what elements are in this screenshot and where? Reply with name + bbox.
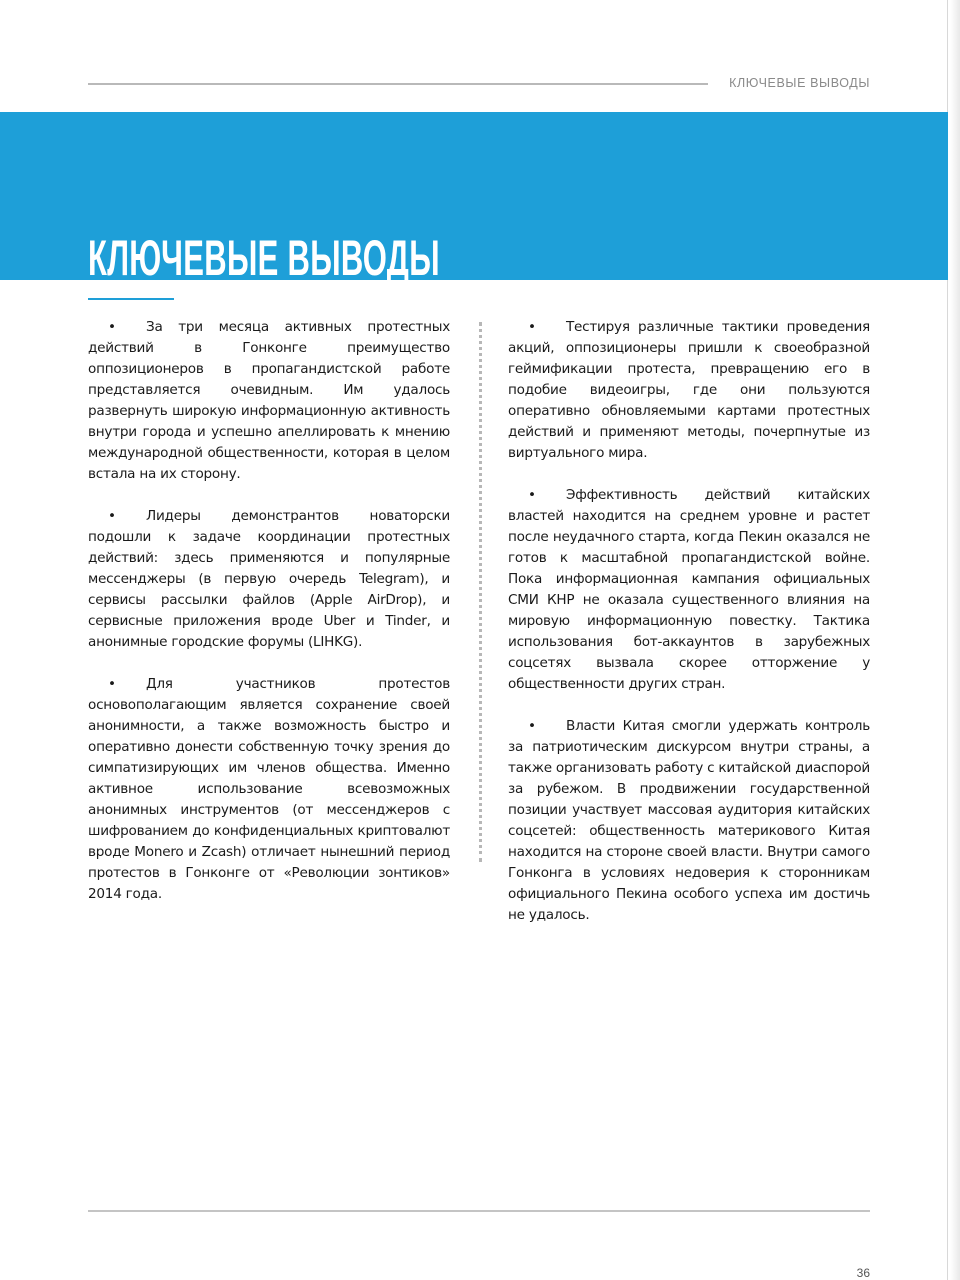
bullet-marker: •	[108, 508, 116, 524]
paragraph-text: Лидеры демонстрантов новаторски подошли к задаче координации протестных действий: здесь применяются и популярные мессенджеры (в первую очередь Telegram), и сервисы рассылки файлов (Apple AirDrop), и сервисные приложения вроде Uber и Tinder, и анонимные городские форумы (LIHKG).	[88, 508, 450, 650]
paragraph-text: Для участников протестов основополагающим является сохранение своей анонимности, а также возможность быстро и оперативно донести собственную точку зрения до симпатизирующих им членов общества. Именно активное использование всевозможных анонимных инструментов (от мессенджеров с шифрованием до конфиденциальных криптовалют вроде Monero и Zcash) отличает нынешний период протестов в Гонконге от «Революции зонтиков» 2014 года.	[88, 676, 450, 902]
bullet-marker: •	[108, 319, 116, 335]
running-header: КЛЮЧЕВЫЕ ВЫВОДЫ	[729, 76, 870, 90]
title-underline	[88, 298, 174, 300]
bullet-paragraph	[88, 674, 450, 905]
paragraph-text: За три месяца активных протестных действий в Гонконге преимущество оппозиционеров в пропагандистской работе представляется очевидным. Им удалось развернуть широкую информационную активность внутри города и успешно апеллировать к мнению международной общественности, которая в целом встала на их сторону.	[88, 319, 450, 482]
bullet-paragraph	[508, 317, 870, 464]
column-divider	[479, 322, 482, 862]
page-number: 36	[856, 1266, 870, 1280]
bullet-marker: •	[528, 718, 536, 734]
bullet-paragraph	[88, 317, 450, 485]
page-shadow	[950, 0, 960, 1280]
left-column	[88, 317, 450, 926]
paragraph-text: Эффективность действий китайских властей находится на среднем уровне и растет после неудачного старта, когда Пекин оказался не готов к масштабной пропагандистской войне. Пока информационная кампания официальных СМИ КНР не оказала существенного влияния на мировую информационную повестку. Тактика использования бот-аккаунтов в зарубежных соцсетях вызвала скорее отторжение у общественности других стран.	[508, 487, 870, 692]
bullet-marker: •	[528, 487, 536, 503]
bullet-paragraph	[508, 485, 870, 695]
right-column	[508, 317, 870, 947]
paragraph-text: Тестируя различные тактики проведения акций, оппозиционеры пришли к своеобразной геймификации протеста, превращению его в подобие видеоигры, где они пользуются оперативно обновляемыми картами протестных действий и применяют методы, почерпнутые из виртуального мира.	[508, 319, 870, 461]
section-title: КЛЮЧЕВЫЕ ВЫВОДЫ	[88, 230, 440, 286]
footer-rule	[88, 1210, 870, 1212]
bullet-marker: •	[528, 319, 536, 335]
header-rule	[88, 83, 708, 85]
bullet-marker: •	[108, 676, 116, 692]
bullet-paragraph	[88, 506, 450, 653]
paragraph-text: Власти Китая смогли удержать контроль за патриотическим дискурсом внутри страны, а также организовать работу с китайской диаспорой за рубежом. В продвижении государственной позиции участвует массовая аудитория китайских соцсетей: общественность материкового Китая находится на стороне своей власти. Внутри самого Гонконга в условиях недоверия к сторонникам официального Пекина особого успеха им достичь не удалось.	[508, 718, 870, 923]
bullet-paragraph	[508, 716, 870, 926]
